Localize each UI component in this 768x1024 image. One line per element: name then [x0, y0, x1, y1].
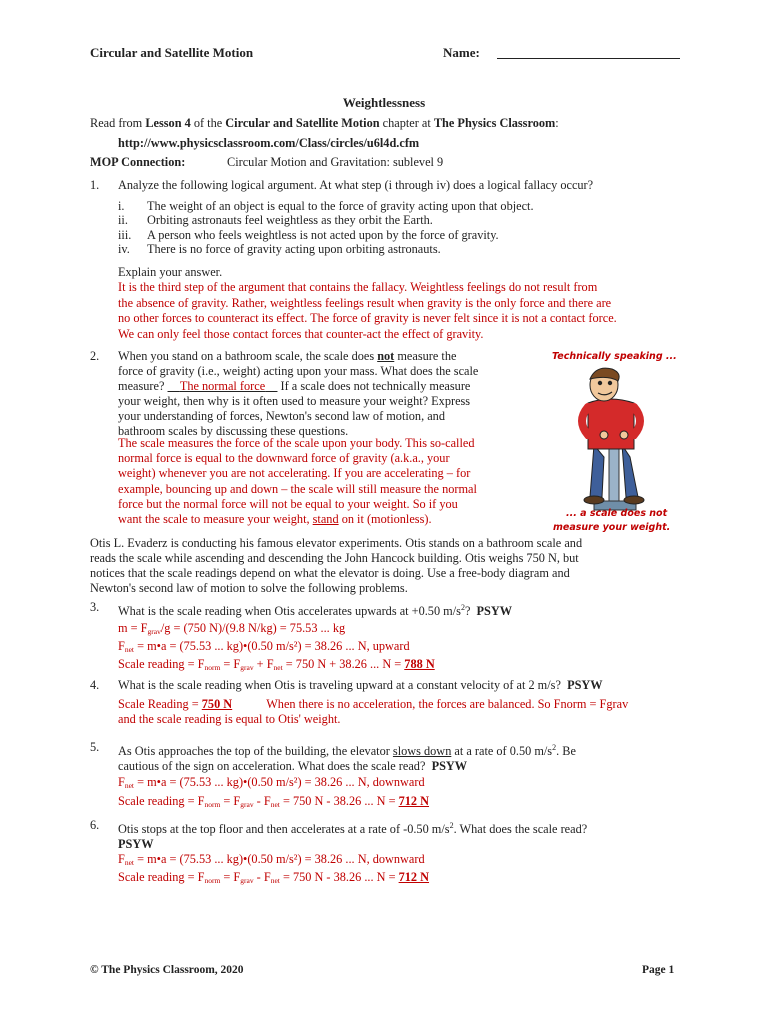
mop-connection: MOP Connection:: [90, 155, 186, 169]
q4-final-answer: 750 N: [201, 697, 233, 711]
q3-answer-line-mass: $m = F_{grav}/g = (750$ N)/(9.8 N/kg) = 75.53 ... kg: [118, 621, 346, 636]
q1-explain-label: Explain your answer.: [118, 265, 223, 279]
q6-answer-line-fnet: $F_{net}$ = m•a = (75.53 ... kg)•(0.50 m/s²) = 38.26 ... N, downward: [118, 852, 425, 867]
q1-number: 1.: [90, 178, 100, 192]
q1-prompt: Analyze the following logical argument. At what step (i through iv) does a logical fallacy occur?: [118, 178, 594, 192]
q3-number: 3.: [90, 600, 100, 614]
intro-line: Read from Lesson 4 of the Circular and Satellite Motion chapter at The Physics Classroom:: [90, 116, 559, 130]
q5-answer-line-scale: Scale reading = $F_{norm} = F_{grav} - F_{net} = 750$ N - 38.26 ... N = 712 N: [118, 794, 430, 809]
lesson-url-link[interactable]: http://www.physicsclassroom.com/Class/circles/u6l4d.cfm: [118, 136, 420, 150]
q2-number: 2.: [90, 349, 100, 363]
page-title: Weightlessness: [342, 95, 426, 110]
q6-final-answer: 712 N: [398, 870, 430, 884]
q1-item: iii. A person who feels weightless is not acted upon by the force of gravity.: [118, 228, 499, 242]
q1-item: ii. Orbiting astronauts feel weightless as they orbit the Earth.: [118, 213, 433, 227]
q3-answer-line-fnet: $F_{net}$ = m•a = (75.53 ... kg)•(0.50 m/s²) = 38.26 ... N, upward: [118, 639, 410, 654]
name-label: Name:: [443, 45, 480, 60]
cartoon-caption-top: Technically speaking ...: [552, 351, 677, 362]
name-field[interactable]: [497, 58, 680, 59]
mop-connection-value: Circular Motion and Gravitation: sublevel 9: [227, 155, 444, 169]
footer-page-number: Page 1: [642, 964, 675, 976]
q4-number: 4.: [90, 678, 100, 692]
q6-answer-line-scale: Scale reading = $F_{norm} = F_{grav} - F_{net} = 750$ N - 38.26 ... N = 712 N: [118, 870, 430, 885]
header-worksheet-topic: Circular and Satellite Motion: [90, 45, 254, 60]
q1-item: i. The weight of an object is equal to the force of gravity acting upon that object.: [118, 199, 534, 213]
q2-answer: The scale measures the force of the scale upon your body. This so-called normal force is equal to the downward force of gravity (a.k.a., your weight) whenever you are not accelerating. If you are accelerating – for example, bouncing up and down – the scale will still measure the normal force but the normal force will not be equal to your weight. So if you want the scale to measure your weight, stand on it (motionless).: [118, 436, 477, 527]
q1-answer: It is the third step of the argument that contains the fallacy. Weightless feelings do not result from the absence of gravity. Rather, weightless feelings result when gravity is the only force and there are no other forces to counteract its effect. The force of gravity is never felt since it is not a contact force. We can only feel those contact forces that counter-act the effect of gravity.: [118, 280, 617, 341]
q5-prompt: As Otis approaches the top of the building, the elevator slows down at a rate of 0.50 $m/s^2$. Be cautious of the sign on acceleration. What does the scale read? PSYW: [118, 743, 576, 774]
q3-answer-line-scale: Scale reading = $F_{norm} = F_{grav} + F_{net} = 750$ N + 38.26 ... N = 788 N: [118, 657, 435, 672]
cartoon-caption-bottom-2: measure your weight.: [553, 522, 671, 533]
cartoon-caption-bottom-1: ... a scale does not: [566, 508, 668, 519]
q5-final-answer: 712 N: [398, 794, 430, 808]
q6-number: 6.: [90, 818, 100, 832]
q3-final-answer: 788 N: [404, 657, 435, 671]
footer-copyright: © The Physics Classroom, 2020: [90, 964, 244, 976]
q6-prompt: Otis stops at the top floor and then accelerates at a rate of -0.50 $m/s^2$. What does the scale read? PSYW: [118, 821, 588, 852]
otis-scenario: Otis L. Evaderz is conducting his famous elevator experiments. Otis stands on a bathroom scale and reads the scale while ascending and descending the John Hancock building. Otis weighs 750 N, but notices that the scale readings depend on what the elevator is doing. Use a free-body diagram and Newton's second law of motion to solve the following problems.: [90, 536, 583, 595]
q5-number: 5.: [90, 740, 100, 754]
q2-blank-answer: The normal force: [179, 379, 266, 393]
q4-answer-line-1: Scale Reading = 750 N When there is no acceleration, the forces are balanced. So Fnorm = Fgrav: [118, 697, 629, 711]
man-on-scale-illustration: [560, 365, 670, 513]
q2-prompt: When you stand on a bathroom scale, the scale does not measure the force of gravity (i.e., weight) acting upon your mass. What does the scale measure? The normal force If a scale does not technically measure your weight, then why is it often used to measure your weight? Express your understanding of forces, Newton's second law of motion, and bathroom scales by discussing these questions.: [118, 349, 479, 438]
q1-item: iv. There is no force of gravity acting upon orbiting astronauts.: [118, 242, 441, 256]
q3-prompt: What is the scale reading when Otis accelerates upwards at +0.50 $m/s^2$? PSYW: [118, 603, 513, 619]
q5-answer-line-fnet: $F_{net}$ = m•a = (75.53 ... kg)•(0.50 m/s²) = 38.26 ... N, downward: [118, 775, 425, 790]
q4-prompt: What is the scale reading when Otis is traveling upward at a constant velocity of at 2 m/s? PSYW: [118, 678, 603, 692]
q4-answer-line-2: and the scale reading is equal to Otis' weight.: [118, 712, 341, 726]
